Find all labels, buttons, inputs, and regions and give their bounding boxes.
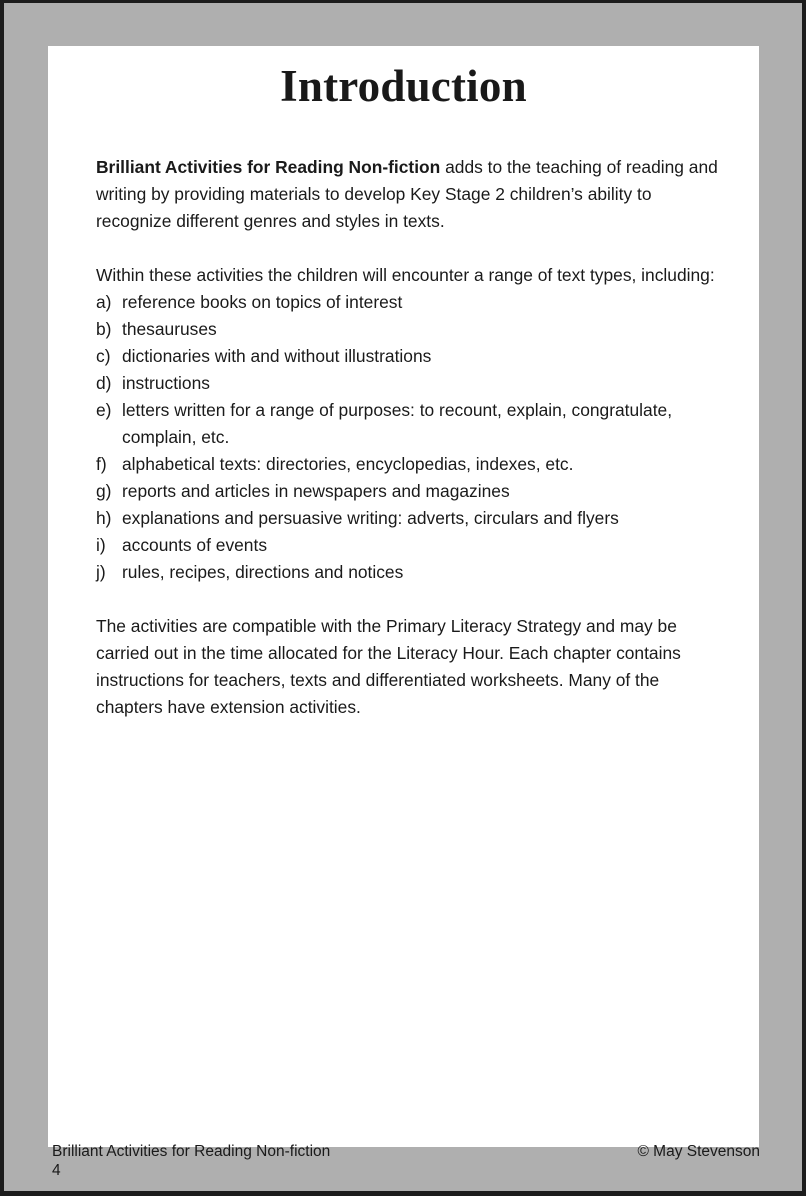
list-item-marker: f) [96,454,107,474]
page-content [96,154,718,748]
list-item-marker: g) [96,481,112,501]
list-item [96,397,718,451]
list-item-label: alphabetical texts: directories, encyclopedias, indexes, etc. [122,454,574,474]
intro-paragraph [96,154,718,235]
intro-book-title: Brilliant Activities for Reading Non-fiction [96,157,441,177]
list-item-marker: j) [96,562,106,582]
page-title: Introduction [280,61,527,111]
list-item [96,370,718,397]
list-item-label: reports and articles in newspapers and magazines [122,481,510,501]
list-item-marker: d) [96,373,112,393]
closing-paragraph: The activities are compatible with the Primary Literacy Strategy and may be carried out in the time allocated for the Literacy Hour. Each chapter contains instructions for teachers, texts and differentiated worksheets. Many of the chapters have extension activities. [96,616,681,717]
footer-book-title: Brilliant Activities for Reading Non-fiction [52,1143,331,1160]
list-item-marker: a) [96,292,112,312]
text-types-list [96,289,718,586]
list-item [96,532,718,559]
page-sheet [48,46,759,1147]
paragraph-spacer [96,586,718,613]
list-lead-in-paragraph: Within these activities the children will encounter a range of text types, including: [96,265,715,285]
list-item [96,559,718,586]
list-item-label: reference books on topics of interest [122,292,403,312]
list-item-label: accounts of events [122,535,268,555]
footer-row [4,1141,802,1163]
list-item [96,316,718,343]
list-item-label: thesauruses [122,319,217,339]
list-item-label: letters written for a range of purposes: to recount, explain, congratulate, complain, etc. [122,400,673,447]
list-item-marker: c) [96,346,111,366]
list-item-marker: h) [96,508,112,528]
list-item-label: rules, recipes, directions and notices [122,562,404,582]
list-item-marker: i) [96,535,106,555]
intro-paragraph-text: adds to the teaching of reading and writing by providing materials to develop Key Stage 2 children’s ability to recognize different genres and styles in texts. [96,157,718,231]
list-item-marker: b) [96,319,112,339]
footer-page-number: 4 [52,1162,61,1179]
page-footer [4,1141,802,1185]
footer-copyright: © May Stevenson [637,1143,760,1160]
list-item-label: dictionaries with and without illustrations [122,346,432,366]
list-item-label: explanations and persuasive writing: adverts, circulars and flyers [122,508,619,528]
list-item-marker: e) [96,400,112,420]
list-item [96,451,718,478]
list-item [96,289,718,316]
list-item-label: instructions [122,373,210,393]
list-item [96,478,718,505]
list-item [96,343,718,370]
list-item [96,505,718,532]
